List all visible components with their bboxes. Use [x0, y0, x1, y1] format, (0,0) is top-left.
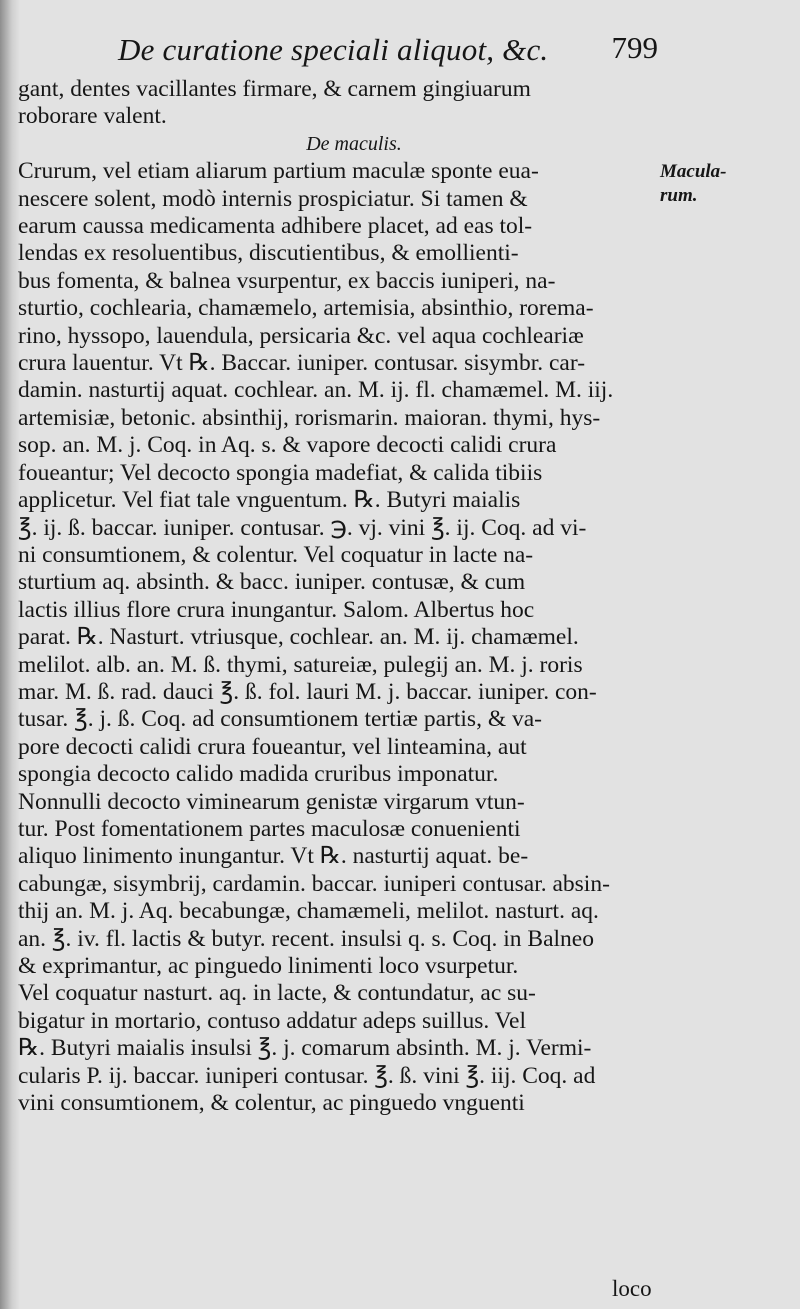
margin-note-line: Macula-: [660, 161, 727, 182]
text-line: spongia decocto calido madida cruribus imponatur.: [18, 761, 499, 788]
text-line: nescere solent, modò internis prospiciatur. Si tamen &: [18, 185, 528, 212]
text-line: tusar. ℥. j. ß. Coq. ad consumtionem tertiæ partis, & va-: [18, 706, 542, 733]
page-header: [118, 28, 658, 72]
text-line: Vel coquatur nasturt. aq. in lacte, & contundatur, ac su-: [18, 980, 536, 1007]
text-line: bigatur in mortario, contuso addatur adeps suillus. Vel: [18, 1007, 526, 1034]
margin-note-line: rum.: [660, 185, 698, 206]
text-line: applicetur. Vel fiat tale vnguentum. ℞. Butyri maialis: [18, 487, 521, 514]
text-line: artemisiæ, betonic. absinthij, rorismarin. maioran. thymi, hys-: [18, 404, 601, 431]
page-spine-shadow: [0, 0, 20, 1309]
catchword: loco: [612, 1276, 652, 1301]
text-line: & exprimantur, ac pinguedo linimenti loco vsurpetur.: [18, 953, 519, 979]
text-line: mar. M. ß. rad. dauci ℥. ß. fol. lauri M. j. baccar. iuniper. con-: [18, 678, 597, 705]
text-line: cabungæ, sisymbrij, cardamin. baccar. iuniperi contusar. absin-: [18, 870, 610, 897]
text-line: rino, hyssopo, lauendula, persicaria &c. vel aqua cochleariæ: [18, 322, 584, 349]
text-line: earum caussa medicamenta adhibere placet, ad eas tol-: [18, 213, 533, 240]
text-line: roborare valent.: [18, 103, 167, 130]
margin-note: [660, 160, 800, 208]
text-line: ℥. ij. ß. baccar. iuniper. contusar. ℈. vj. vini ℥. ij. Coq. ad vi-: [18, 514, 587, 541]
body-text: [18, 76, 650, 1117]
text-line: bus fomenta, & balnea vsurpentur, ex baccis iuniperi, na-: [18, 267, 556, 294]
text-line: damin. nasturtij aquat. cochlear. an. M. ij. fl. chamæmel. M. iij.: [18, 377, 614, 404]
text-line: parat. ℞. Nasturt. vtriusque, cochlear. an. M. ij. chamæmel.: [18, 624, 579, 651]
text-line: gant, dentes vacillantes firmare, & carnem gingiuarum: [18, 76, 531, 102]
text-line: melilot. alb. an. M. ß. thymi, satureiæ, pulegij an. M. j. roris: [18, 651, 583, 678]
text-line: crura lauentur. Vt ℞. Baccar. iuniper. contusar. sisymbr. car-: [18, 350, 586, 377]
text-line: thij an. M. j. Aq. becabungæ, chamæmeli, melilot. nasturt. aq.: [18, 898, 599, 925]
text-line: sturtium aq. absinth. & bacc. iuniper. contusæ, & cum: [18, 569, 526, 596]
text-line: ℞. Butyri maialis insulsi ℥. j. comarum absinth. M. j. Vermi-: [18, 1035, 592, 1062]
text-line: foueantur; Vel decocto spongia madefiat, & calida tibiis: [18, 459, 543, 486]
text-line: lendas ex resoluentibus, discutientibus, & emollienti-: [18, 240, 519, 267]
section-heading: De maculis.: [306, 132, 402, 155]
text-line: cularis P. ij. baccar. iuniperi contusar. ℥. ß. vini ℥. iij. Coq. ad: [18, 1062, 596, 1089]
running-title: De curatione speciali aliquot, &c.: [118, 32, 549, 67]
text-line: lactis illius flore crura inungantur. Salom. Albertus hoc: [18, 596, 535, 623]
text-line: an. ℥. iv. fl. lactis & butyr. recent. insulsi q. s. Coq. in Balneo: [18, 925, 594, 952]
text-line: pore decocti calidi crura foueantur, vel linteamina, aut: [18, 733, 527, 760]
text-line: tur. Post fomentationem partes maculosæ conuenienti: [18, 815, 521, 842]
page-number: 799: [611, 30, 658, 65]
text-line: sop. an. M. j. Coq. in Aq. s. & vapore decocti calidi crura: [18, 432, 557, 459]
text-line: Nonnulli decocto viminearum genistæ virgarum vtun-: [18, 788, 525, 815]
text-line: Crurum, vel etiam aliarum partium maculæ sponte eua-: [18, 158, 539, 185]
text-line: ni consumtionem, & colentur. Vel coquatur in lacte na-: [18, 541, 534, 568]
text-line: vini consumtionem, & colentur, ac pinguedo vnguenti: [18, 1090, 525, 1117]
text-line: sturtio, cochlearia, chamæmelo, artemisia, absinthio, rorema-: [18, 295, 594, 322]
text-line: aliquo linimento inungantur. Vt ℞. nasturtij aquat. be-: [18, 843, 529, 870]
